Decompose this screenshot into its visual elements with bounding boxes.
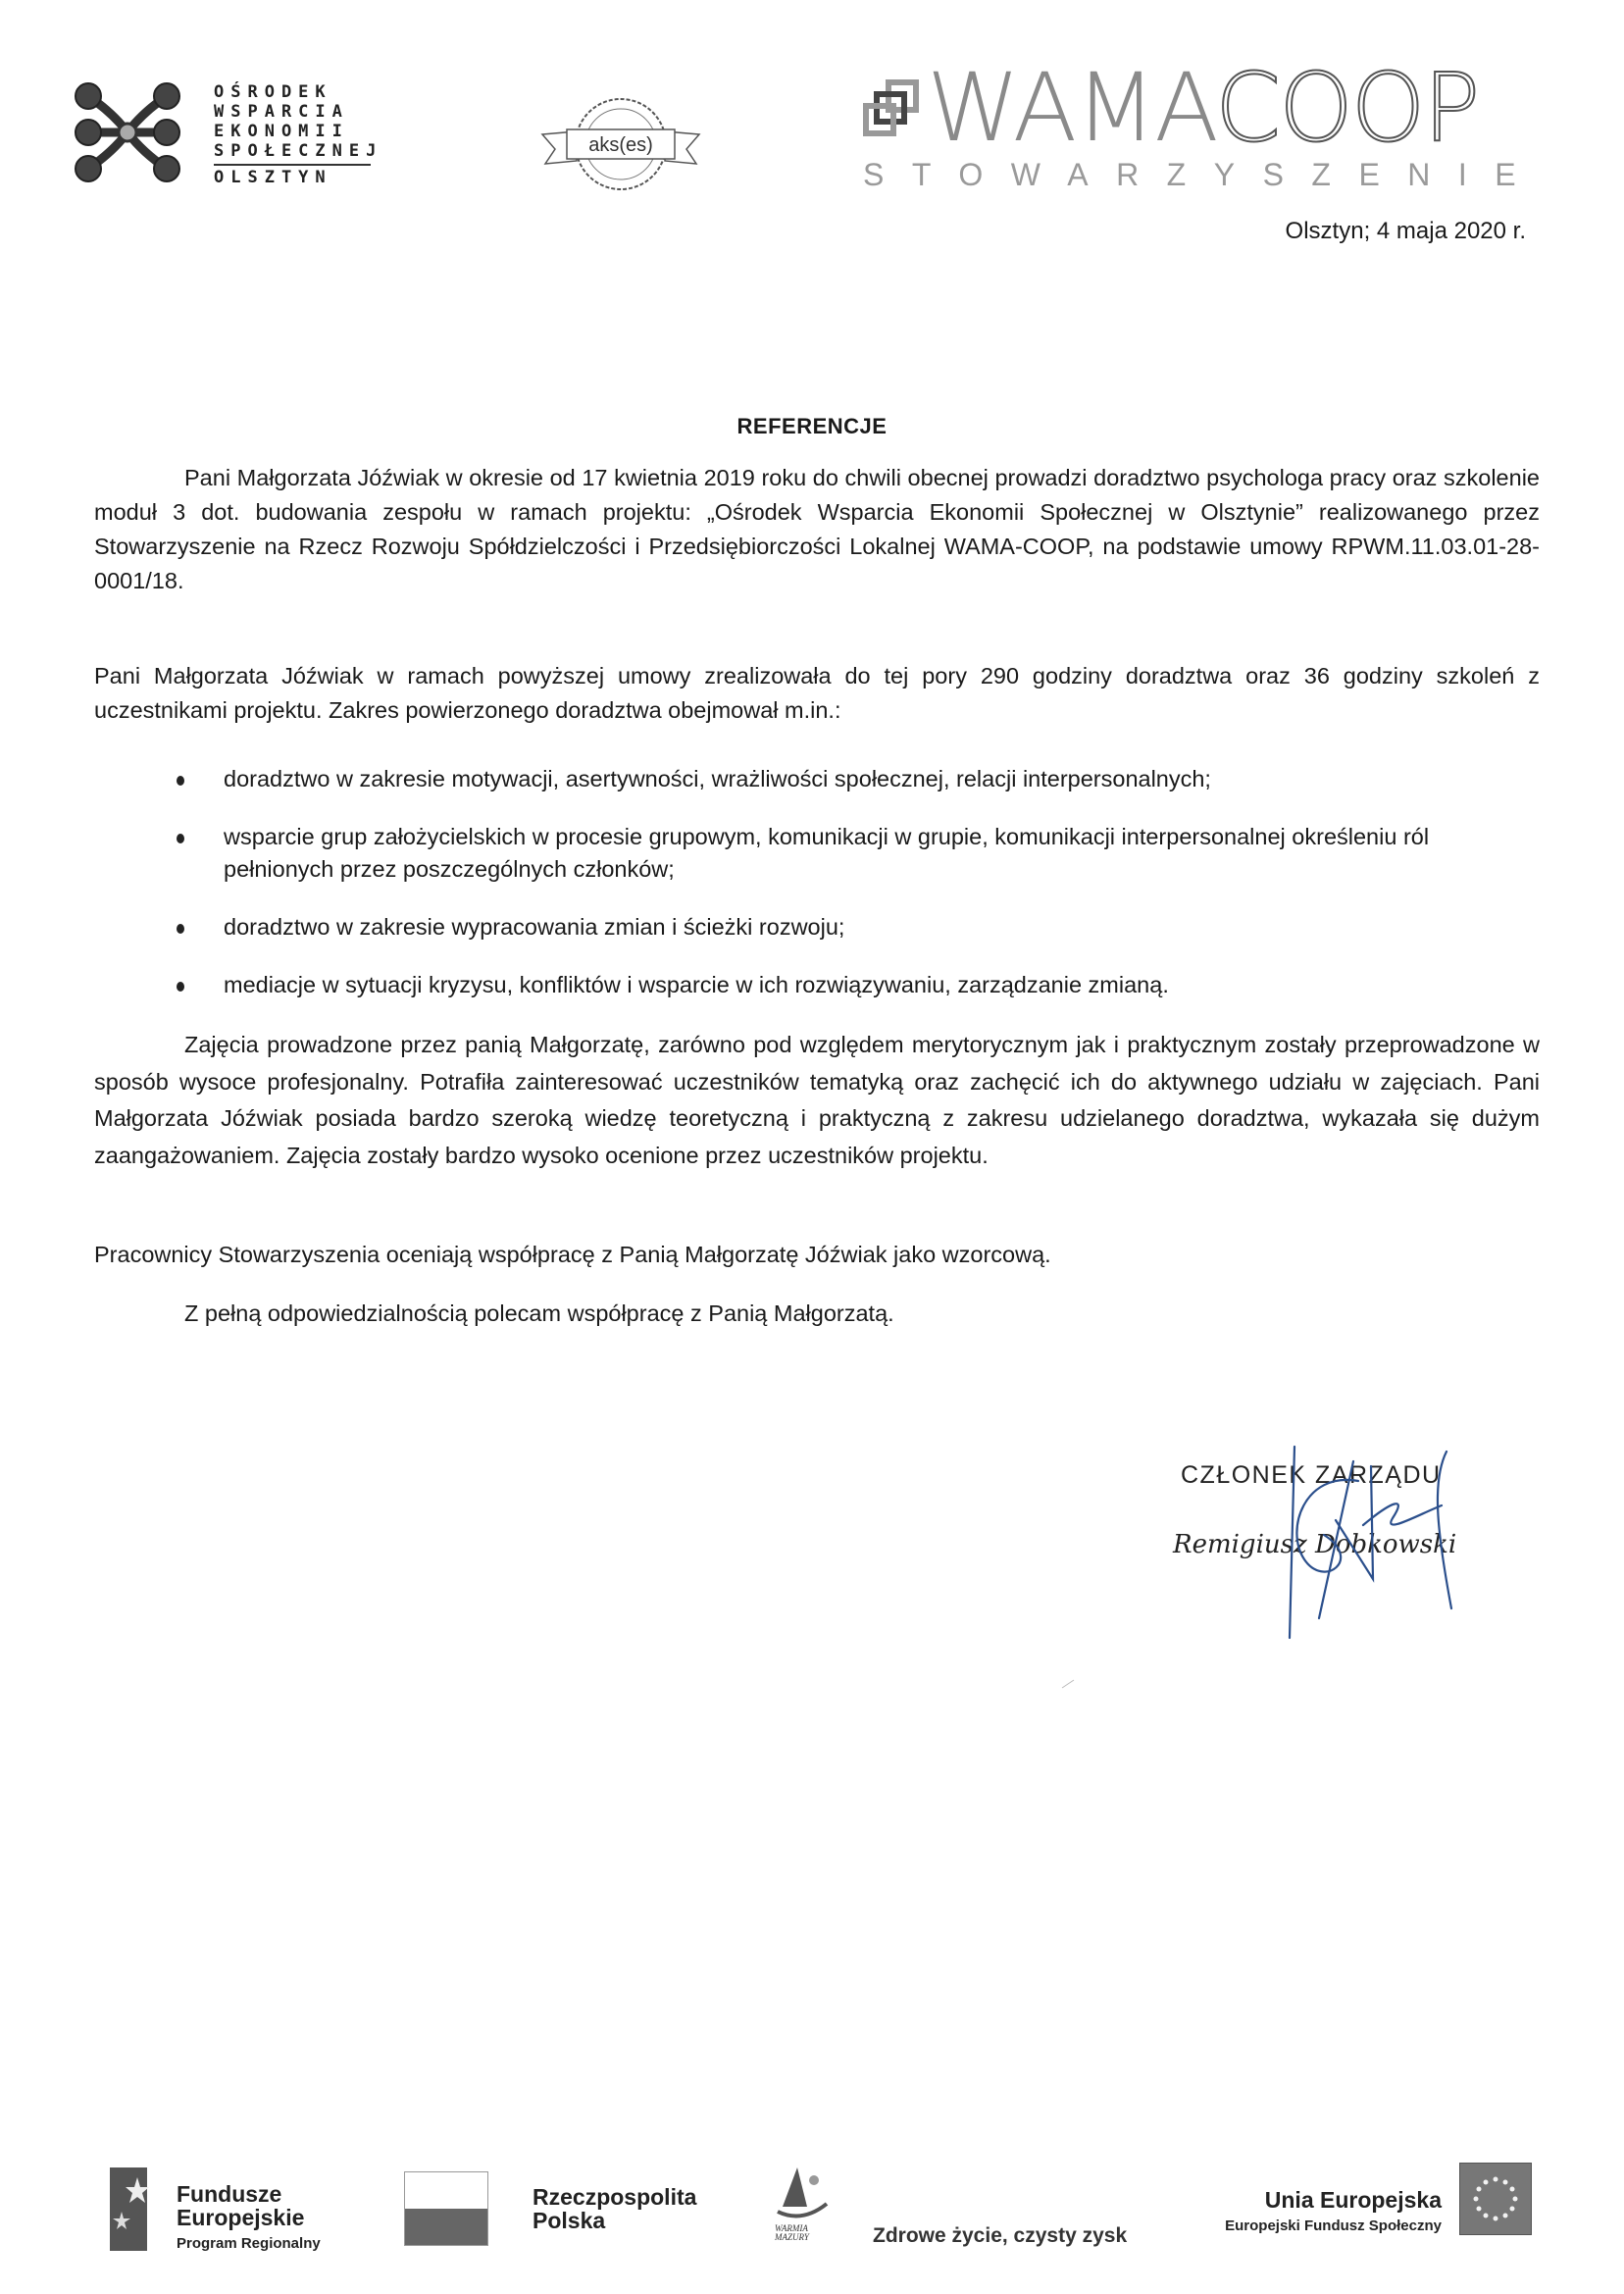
owes-line: OŚRODEK <box>214 82 332 102</box>
linked-squares-icon <box>863 78 924 139</box>
owes-divider <box>214 164 371 166</box>
fundusze-europejskie-logo <box>177 2182 321 2252</box>
fe-line-3: Program Regionalny <box>177 2235 321 2252</box>
fe-line-2: Europejskie <box>177 2205 305 2230</box>
rp-line-1: Rzeczpospolita <box>533 2184 697 2210</box>
paragraph-evaluation: Zajęcia prowadzone przez panią Małgorzatę, zarówno pod względem merytorycznym jak i praktycznym zostały przeprowadzone w sposób wysoce profesjonalny. Potrafiła zainteresować uczestników tematyką oraz zachęcić ich do aktywnego udziału w zajęciach. Pani Małgorzata Jóźwiak posiada bardzo szeroką wiedzę teoretyczną i praktyczną z zakresu udzielanego doradztwa, wykazała się dużym zaangażowaniem. Zajęcia zostały bardzo wysoko ocenione przez uczestników projektu. <box>94 1032 1540 1168</box>
polish-flag-icon <box>404 2171 488 2246</box>
svg-text:WARMIA: WARMIA <box>775 2223 808 2233</box>
network-nodes-icon <box>74 78 181 186</box>
list-item-text: doradztwo w zakresie motywacji, asertywności, wrażliwości społecznej, relacji interpersonalnych; <box>224 766 1211 791</box>
fundusze-europejskie-stars-icon <box>108 2158 151 2256</box>
list-item-text: doradztwo w zakresie wypracowania zmian i ścieżki rozwoju; <box>224 914 845 940</box>
ue-line-2: Europejski Fundusz Społeczny <box>1225 2218 1442 2234</box>
certificate-seal-icon <box>537 90 704 198</box>
rp-line-2: Polska <box>533 2208 606 2233</box>
wamacoop-wordmark <box>927 53 1479 163</box>
scope-list <box>167 763 1540 1027</box>
coop-text: COOP <box>1215 53 1479 163</box>
svg-text:MAZURY: MAZURY <box>775 2232 809 2241</box>
bullet-icon <box>177 776 184 786</box>
ue-line-1: Unia Europejska <box>1264 2187 1442 2213</box>
handwritten-signature-icon <box>1245 1442 1471 1648</box>
signature-name: Remigiusz Dobkowski <box>1173 1530 1457 1559</box>
unia-europejska-logo <box>1177 2187 1442 2234</box>
list-item <box>167 763 1540 795</box>
owes-city: OLSZTYN <box>214 168 332 187</box>
scan-mark-icon <box>1061 1679 1075 1689</box>
bullet-icon <box>177 834 184 843</box>
warmia-mazury-slogan: Zdrowe życie, czysty zysk <box>873 2224 1128 2247</box>
document-title: REFERENCJE <box>736 414 888 438</box>
warmia-mazury-sail-icon <box>773 2163 832 2241</box>
list-item-text: wsparcie grup założycielskich w procesie grupowym, komunikacji w grupie, komunikacji interpersonalnej określeniu ról pełnionych przez poszczególnych członków; <box>224 824 1430 882</box>
paragraph-scope: Pani Małgorzata Jóźwiak w ramach powyższej umowy zrealizowała do tej pory 290 godziny doradztwa oraz 36 godziny szkoleń z uczestnikami projektu. Zakres powierzonego doradztwa obejmował m.in.: <box>94 663 1540 723</box>
akses-label: aks(es) <box>588 134 653 156</box>
fe-line-1: Fundusze <box>177 2181 282 2207</box>
list-item <box>167 911 1540 943</box>
owes-line: WSPARCIA <box>214 102 349 122</box>
wamacoop-subtitle: STOWARZYSZENIE <box>863 157 1545 192</box>
rzeczpospolita-polska-logo <box>533 2185 696 2232</box>
list-item <box>167 821 1540 886</box>
paragraph-staff-opinion: Pracownicy Stowarzyszenia oceniają współpracę z Panią Małgorzatę Jóźwiak jako wzorcową. <box>94 1242 1051 1267</box>
signature-role: CZŁONEK ZARZĄDU <box>1181 1461 1442 1489</box>
eu-flag-icon <box>1459 2163 1532 2235</box>
paragraph-recommendation: Z pełną odpowiedzialnością polecam współpracę z Panią Małgorzatą. <box>184 1300 894 1326</box>
document-date: Olsztyn; 4 maja 2020 r. <box>1285 218 1526 244</box>
list-item <box>167 969 1540 1001</box>
list-item-text: mediacje w sytuacji kryzysu, konfliktów i wsparcie w ich rozwiązywaniu, zarządzanie zmianą. <box>224 972 1169 997</box>
owes-line: EKONOMII <box>214 122 349 141</box>
owes-logo-text <box>214 82 382 187</box>
owes-line: SPOŁECZNEJ <box>214 141 383 161</box>
bullet-icon <box>177 924 184 934</box>
wama-text: WAMA <box>927 53 1216 163</box>
paragraph-intro: Pani Małgorzata Jóźwiak w okresie od 17 kwietnia 2019 roku do chwili obecnej prowadzi doradztwo psychologa pracy oraz szkolenie moduł 3 dot. budowania zespołu w ramach projektu: „Ośrodek Wsparcia Ekonomii Społecznej w Olsztynie” realizowanego przez Stowarzyszenie na Rzecz Rozwoju Spółdzielczości i Przedsiębiorczości Lokalnej WAMA-COOP, na podstawie umowy RPWM.11.03.01-28-0001/18. <box>94 465 1540 593</box>
bullet-icon <box>177 982 184 992</box>
